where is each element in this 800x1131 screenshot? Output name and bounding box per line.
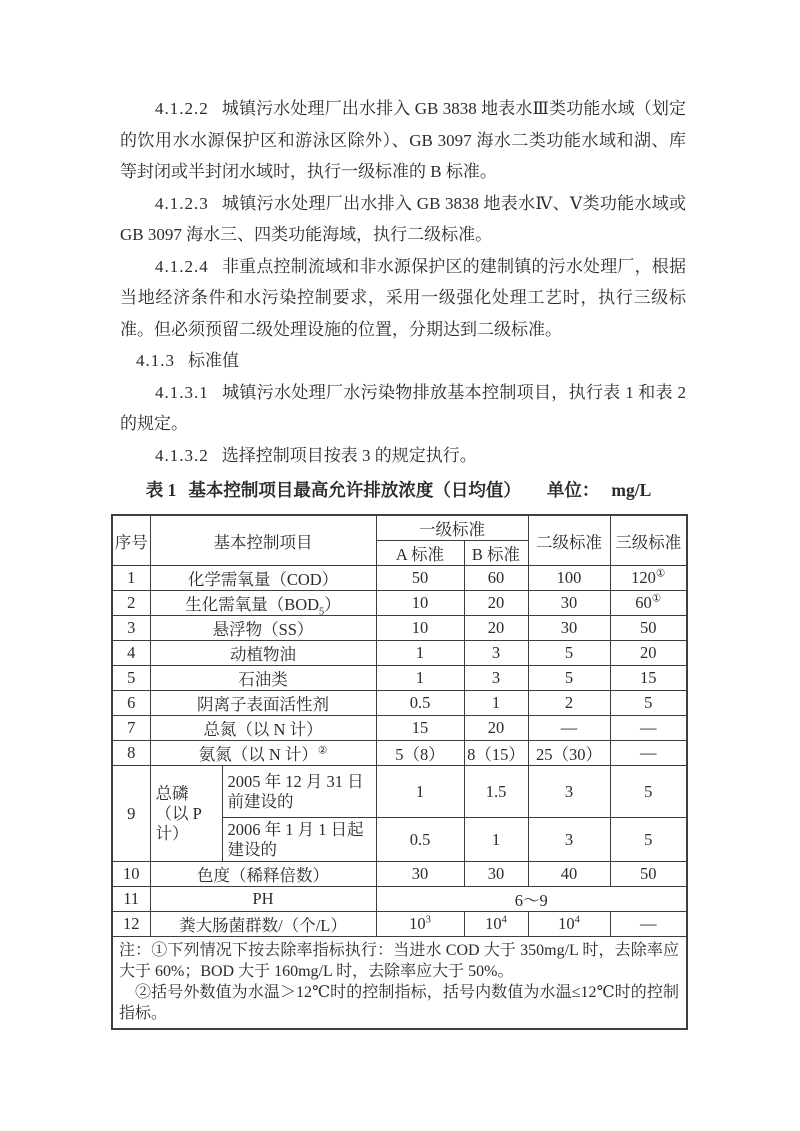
cell-item: 化学需氧量（COD） xyxy=(150,566,376,591)
table-row-5 xyxy=(112,666,687,691)
paragraph-4-1-2-3 xyxy=(120,188,686,251)
cell-l3: 5 xyxy=(610,691,687,716)
cell-l3 xyxy=(610,591,687,616)
table1 xyxy=(111,514,688,1030)
cell-l2: 25（30） xyxy=(528,741,610,766)
paragraph-4-1-2-4 xyxy=(120,251,686,346)
cell-l2: 3 xyxy=(528,766,610,818)
cell-l2: 30 xyxy=(528,591,610,616)
table-row-9a xyxy=(112,766,687,818)
cell-l2: 5 xyxy=(528,641,610,666)
table1-caption xyxy=(111,478,686,503)
clause-number: 4.1.3.2 xyxy=(155,445,209,465)
clause-number: 4.1.3 xyxy=(136,351,175,370)
cell-a: 10 xyxy=(376,616,464,641)
power-base: 10 xyxy=(485,914,502,933)
cell-a: 30 xyxy=(376,862,464,887)
cell-b: 3 xyxy=(464,666,528,691)
cell-sub-label-from-2006: 2006 年 1 月 1 日起建设的 xyxy=(222,818,376,862)
cell-no: 9 xyxy=(112,766,150,862)
item-text-tail: ） xyxy=(324,595,341,614)
table-row-8 xyxy=(112,741,687,766)
clause-text: 城镇污水处理厂出水排入 GB 3838 地表水Ⅲ类功能水域（划定的饮用水水源保护区和游泳区除外）、GB 3097 海水二类功能水域和湖、库等封闭或半封闭水域时，执行一级标准的 B 标准。 xyxy=(120,99,686,181)
note-2: ②括号外数值为水温＞12℃时的控制指标，括号内数值为水温≤12℃时的控制指标。 xyxy=(119,984,679,1022)
clause-number: 4.1.2.2 xyxy=(155,99,209,118)
cell-l3-value: 120 xyxy=(631,568,656,587)
cell-item: 总氮（以 N 计） xyxy=(150,716,376,741)
cell-l2: 3 xyxy=(528,818,610,862)
clause-number: 4.1.2.4 xyxy=(155,256,209,276)
cell-no: 11 xyxy=(112,887,150,912)
table1-caption-unit: mg/L xyxy=(611,480,652,500)
heading-4-1-3 xyxy=(120,345,686,377)
cell-b: 3 xyxy=(464,641,528,666)
header-level1: 一级标准 xyxy=(376,515,528,541)
table-row-1 xyxy=(112,566,687,591)
table-row-7 xyxy=(112,716,687,741)
table1-caption-unit-label: 单位： xyxy=(546,480,600,500)
power-exponent: 3 xyxy=(425,914,431,926)
cell-l3-value: 60 xyxy=(635,593,652,612)
table-row-2 xyxy=(112,591,687,616)
cell-l3: 15 xyxy=(610,666,687,691)
cell-no: 4 xyxy=(112,641,150,666)
item-text: 生化需氧量（BOD xyxy=(185,595,320,614)
header-item: 基本控制项目 xyxy=(150,515,376,566)
cell-a: 10 xyxy=(376,591,464,616)
clause-text: 标准值 xyxy=(188,351,239,370)
header-level3: 三级标准 xyxy=(610,515,687,566)
cell-l2: 5 xyxy=(528,666,610,691)
cell-b: 20 xyxy=(464,716,528,741)
note-1: 注：①下列情况下按去除率指标执行：当进水 COD 大于 350mg/L 时，去除率应大于 60%；BOD 大于 160mg/L 时，去除率应大于 50%。 xyxy=(119,942,679,980)
clause-number: 4.1.3.1 xyxy=(155,382,209,402)
header-seq: 序号 xyxy=(112,515,150,566)
cell-ph-range: 6～9 xyxy=(376,887,687,912)
cell-item: 色度（稀释倍数） xyxy=(150,862,376,887)
cell-b: 1 xyxy=(464,818,528,862)
power-base: 10 xyxy=(558,914,575,933)
cell-b: 1 xyxy=(464,691,528,716)
table-row-11 xyxy=(112,887,687,912)
cell-sub-label-before-2006: 2005 年 12 月 31 日前建设的 xyxy=(222,766,376,818)
clause-number: 4.1.2.3 xyxy=(155,193,209,213)
cell-l3: — xyxy=(610,716,687,741)
cell-l2: 2 xyxy=(528,691,610,716)
cell-no: 3 xyxy=(112,616,150,641)
table-row-3 xyxy=(112,616,687,641)
clause-text: 非重点控制流域和非水源保护区的建制镇的污水处理厂，根据当地经济条件和水污染控制要求，采用一级强化处理工艺时，执行三级标准。但必须预留二级处理设施的位置，分期达到二级标准。 xyxy=(120,256,686,339)
cell-l3: 5 xyxy=(610,818,687,862)
clause-text: 城镇污水处理厂水污染物排放基本控制项目，执行表 1 和表 2 的规定。 xyxy=(120,382,686,433)
cell-a: 1 xyxy=(376,641,464,666)
cell-item: 粪大肠菌群数/（个/L） xyxy=(150,912,376,937)
clause-text: 选择控制项目按表 3 的规定执行。 xyxy=(221,445,477,465)
power-exponent: 4 xyxy=(501,914,507,926)
paragraph-4-1-3-1 xyxy=(120,377,686,440)
cell-no: 12 xyxy=(112,912,150,937)
cell-a: 50 xyxy=(376,566,464,591)
cell-no: 10 xyxy=(112,862,150,887)
cell-item-total-phosphorus: 总磷（以 P 计） xyxy=(150,766,222,862)
cell-b: 20 xyxy=(464,591,528,616)
table-notes-row xyxy=(112,937,687,1030)
table-notes xyxy=(112,937,687,1030)
cell-a: 0.5 xyxy=(376,818,464,862)
cell-item: 石油类 xyxy=(150,666,376,691)
cell-l3: 5 xyxy=(610,766,687,818)
footnote-mark-2: ② xyxy=(317,745,328,757)
cell-l2: 30 xyxy=(528,616,610,641)
cell-l3: 50 xyxy=(610,862,687,887)
cell-b: 30 xyxy=(464,862,528,887)
cell-no: 1 xyxy=(112,566,150,591)
cell-no: 6 xyxy=(112,691,150,716)
cell-no: 2 xyxy=(112,591,150,616)
cell-b xyxy=(464,912,528,937)
cell-a: 5（8） xyxy=(376,741,464,766)
cell-l3: — xyxy=(610,912,687,937)
cell-l3: 20 xyxy=(610,641,687,666)
header-level1a: A 标准 xyxy=(376,541,464,566)
cell-l2: 100 xyxy=(528,566,610,591)
item-text: 氨氮（以 N 计） xyxy=(198,745,318,764)
cell-item: 阴离子表面活性剂 xyxy=(150,691,376,716)
cell-a: 15 xyxy=(376,716,464,741)
cell-b: 60 xyxy=(464,566,528,591)
power-base: 10 xyxy=(409,914,426,933)
cell-item xyxy=(150,591,376,616)
header-level2: 二级标准 xyxy=(528,515,610,566)
table1-caption-label: 表 1 xyxy=(145,480,177,500)
table-row-6 xyxy=(112,691,687,716)
cell-a xyxy=(376,912,464,937)
table1-caption-title: 基本控制项目最高允许排放浓度（日均值） xyxy=(188,480,521,500)
table-row-12 xyxy=(112,912,687,937)
table-row-10 xyxy=(112,862,687,887)
cell-a: 1 xyxy=(376,666,464,691)
header-level1b: B 标准 xyxy=(464,541,528,566)
cell-l2: 40 xyxy=(528,862,610,887)
cell-a: 0.5 xyxy=(376,691,464,716)
cell-no: 5 xyxy=(112,666,150,691)
paragraph-4-1-2-2 xyxy=(120,93,686,188)
paragraph-4-1-3-2 xyxy=(120,440,686,472)
cell-b: 1.5 xyxy=(464,766,528,818)
cell-item: 悬浮物（SS） xyxy=(150,616,376,641)
cell-b: 8（15） xyxy=(464,741,528,766)
cell-l3: 50 xyxy=(610,616,687,641)
table1-wrapper xyxy=(111,514,688,1030)
table-row-4 xyxy=(112,641,687,666)
cell-item xyxy=(150,741,376,766)
cell-l2: — xyxy=(528,716,610,741)
item-subscript: 5 xyxy=(319,606,325,616)
cell-l3 xyxy=(610,566,687,591)
cell-item: PH xyxy=(150,887,376,912)
power-exponent: 4 xyxy=(574,914,580,926)
footnote-mark-1: ① xyxy=(651,593,662,605)
cell-item: 动植物油 xyxy=(150,641,376,666)
cell-l3: — xyxy=(610,741,687,766)
clause-text: 城镇污水处理厂出水排入 GB 3838 地表水Ⅳ、Ⅴ类功能水域或 GB 3097 海水三、四类功能海域，执行二级标准。 xyxy=(120,193,686,244)
cell-l2 xyxy=(528,912,610,937)
cell-no: 7 xyxy=(112,716,150,741)
cell-a: 1 xyxy=(376,766,464,818)
footnote-mark-1: ① xyxy=(655,568,666,580)
table-header-row-1 xyxy=(112,515,687,541)
cell-b: 20 xyxy=(464,616,528,641)
body-text xyxy=(120,93,686,471)
cell-no: 8 xyxy=(112,741,150,766)
